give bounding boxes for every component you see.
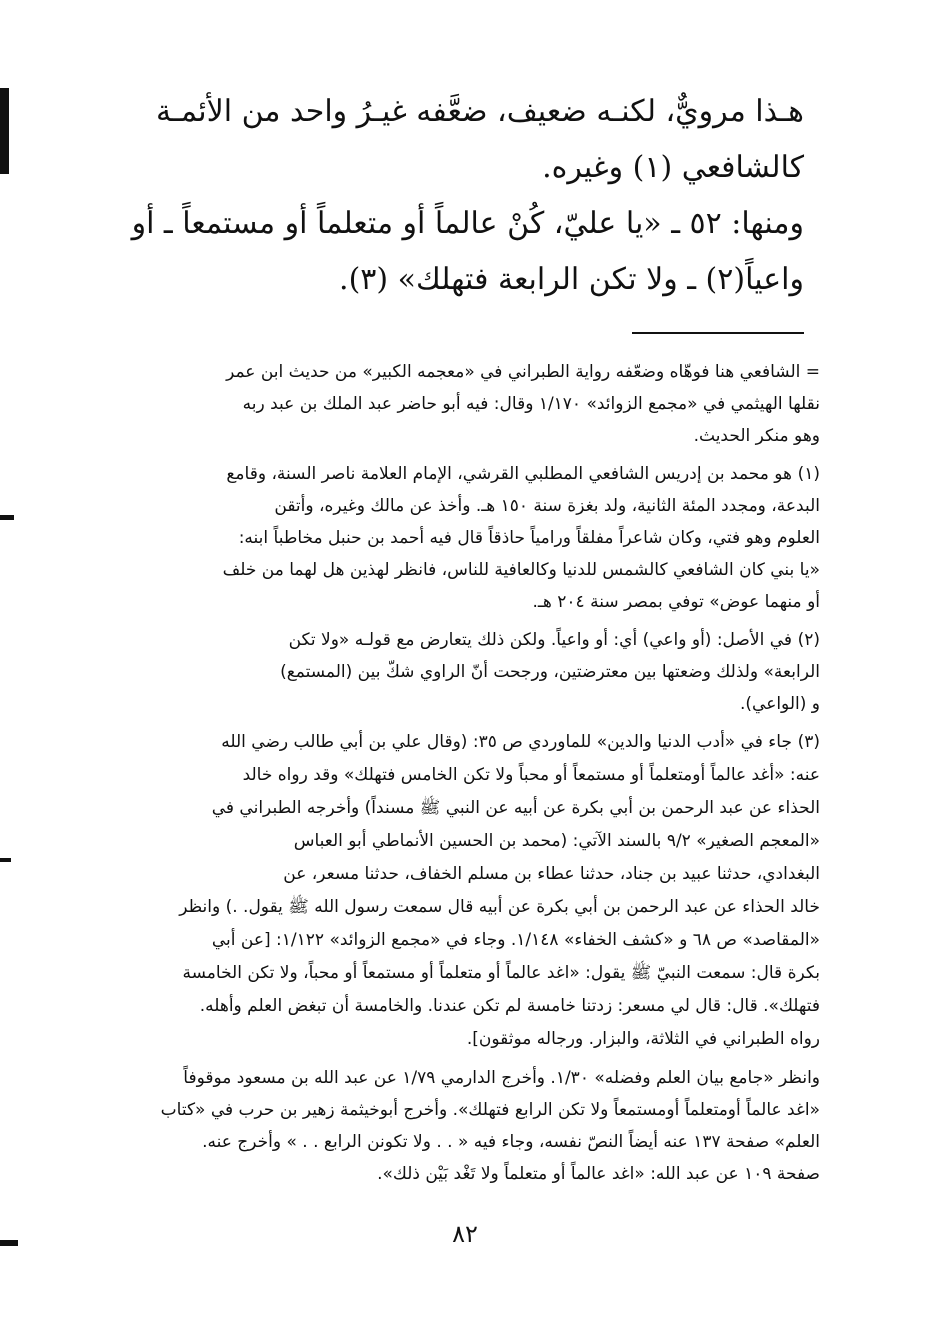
footnote-line: عنه: «أغد عالماً أومتعلماً أو مستمعاً أو محباً ولا تكن الخامس فتهلك» وقد رواه خالد [242, 765, 820, 785]
footnote-line: جاء في «أدب الدنيا والدين» للماوردي ص ٣٥: (وقال علي بن أبي طالب رضي الله [221, 732, 792, 752]
scan-edge-mark [0, 515, 14, 520]
footnote-line: «يا بني كان الشافعي كالشمس للدنيا وكالعافية للناس، فانظر لهذين هل لهما من خلف [222, 560, 820, 580]
footnote-line: رواه الطبراني في الثلاثة، والبزار. ورجاله موثقون]. [466, 1029, 820, 1049]
footnote-line: = الشافعي هنا فوهّاه وضعّفه رواية الطبراني في «معجمه الكبير» من حديث ابن عمر [226, 362, 820, 382]
scan-edge-mark [0, 88, 9, 174]
main-text-line: ومنها: ٥٢ ـ «يا عليّ، كُنْ عالماً أو متعلماً أو مستمعاً ـ أو [131, 206, 804, 241]
footnote-line: البدعة، ومجدد المئة الثانية، ولد بغزة سنة ١٥٠ هـ. وأخذ عن مالك وغيره، وأتقن [274, 496, 820, 516]
footnote-line: أو منهما عوض» توفي بمصر سنة ٢٠٤ هـ. [532, 592, 820, 612]
footnote-3 [110, 726, 820, 1056]
footnote-line: «المعجم الصغير» ٩/٢ بالسند الآتي: (محمد بن الحسين الأنماطي أبو العباس [293, 831, 820, 851]
footnote-line: صفحة ١٠٩ عن عبد الله: «اغد عالماً أو متعلماً ولا تَغْد بَيْن ذلك». [377, 1164, 820, 1184]
footnote-line: في الأصل: (أو واعي) أي: أو واعياً. ولكن ذلك يتعارض مع قولـه «ولا تكن [288, 630, 792, 650]
footnote-line: البغدادي، حدثنا عبيد بن جناد، حدثنا عطاء بن مسلم الخفاف، حدثنا مسعر، عن [283, 864, 820, 884]
footnote-2 [110, 624, 820, 720]
footnote-line: نقلها الهيثمي في «مجمع الزوائد» ١/١٧٠ وقال: فيه أبو حاضر عبد الملك بن عبد ربه [242, 394, 820, 414]
footnote-number: (٣) [797, 732, 820, 752]
footnote-line: وهو منكر الحديث. [693, 426, 820, 446]
footnote-1 [110, 458, 820, 618]
footnote-number: (٢) [797, 630, 820, 650]
footnote-line: و (الواعي). [739, 694, 820, 714]
footnote-separator [632, 332, 804, 334]
footnote-line: العلم» صفحة ١٣٧ عنه أيضاً النصّ نفسه، وجاء فيه « . . ولا تكونن الرابع . . » وأخرج عنه. [202, 1132, 820, 1152]
footnote-line: الحذاء عن عبد الرحمن بن أبي بكرة عن أبيه عن النبي ﷺ مسنداً) وأخرجه الطبراني في [211, 798, 820, 818]
footnote-3-continued [110, 1062, 820, 1190]
footnote-line: بكرة قال: سمعت النبيّ ﷺ يقول: «اغد عالماً أو متعلماً أو مستمعاً أو محباً، ولا تكن الخامسة [182, 963, 820, 983]
main-text-line: هـذا مرويٌّ، لكنـه ضعيف، ضعَّفه غيـرُ واحد من الأئمـة [156, 94, 804, 129]
footnote-line: «المقاصد» ص ٦٨ و «كشف الخفاء» ١/١٤٨. وجاء في «مجمع الزوائد» ١/١٢٢: [عن أبي [211, 930, 820, 950]
footnote-number: (١) [797, 464, 820, 484]
scan-edge-mark [0, 858, 11, 862]
footnote-line: وانظر «جامع بيان العلم وفضله» ١/٣٠. وأخرج الدارمي ١/٧٩ عن عبد الله بن مسعود موقوفاً [183, 1068, 820, 1088]
page-number: ٨٢ [452, 1220, 478, 1248]
main-text-line: واعياً(٢) ـ ولا تكن الرابعة فتهلك» (٣). [339, 262, 804, 297]
footnote-line: هو محمد بن إدريس الشافعي المطلبي القرشي، الإمام العلامة ناصر السنة، وقامع [226, 464, 792, 484]
main-text-line: كالشافعي (١) وغيره. [542, 150, 804, 185]
footnote-line: فتهلك». قال: قال لي مسعر: زدتنا خامسة لم تكن عندنا. والخامسة أن تبغض العلم وأهله. [199, 996, 820, 1016]
footnote-line: «اغد عالماً أومتعلماً أومستمعاً ولا تكن الرابع فتهلك». وأخرج أبوخيثمة زهير بن حرب في «كتاب [160, 1100, 820, 1120]
footnote-line: الرابعة» ولذلك وضعتها بين معترضتين، ورجحت أنّ الراوي شكّ بين (المستمع) [280, 662, 820, 682]
footnote-line: خالد الحذاء عن عبد الرحمن بن أبي بكرة عن أبيه قال سمعت رسول الله ﷺ يقول. .) وانظر [179, 897, 820, 917]
footnote-line: العلوم وهو فتي، وكان شاعراً مفلقاً ورامياً حاذقاً قال فيه أحمد بن حنبل مخاطباً ابنه: [238, 528, 820, 548]
footnote-continued [110, 356, 820, 452]
